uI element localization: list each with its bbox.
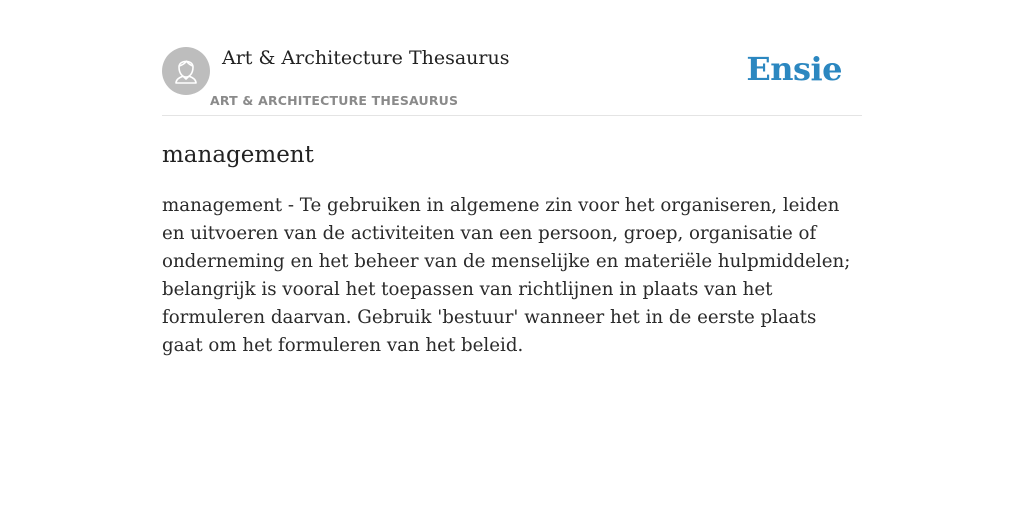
user-silhouette-icon — [162, 47, 210, 95]
ensie-logo[interactable]: Ensie — [746, 50, 842, 88]
page-container — [162, 0, 862, 356]
definition-text: management - Te gebruiken in algemene zin voor het organiseren, leiden en uitvoeren van de activiteiten van een persoon, groep, organisatie of onderneming en het beheer van de menselijke en materiële hulpmiddelen; belangrijk is vooral het toepassen van richtlijnen in plaats van het formuleren daarvan. Gebruik 'bestuur' wanneer het in de eerste plaats gaat om het formuleren van het beleid. — [162, 195, 851, 356]
term-title: management — [162, 142, 314, 168]
source-title[interactable]: Art & Architecture Thesaurus — [222, 47, 510, 69]
page-header — [162, 0, 862, 116]
source-subtitle[interactable]: ART & ARCHITECTURE THESAURUS — [210, 93, 459, 108]
source-avatar[interactable] — [162, 47, 210, 95]
